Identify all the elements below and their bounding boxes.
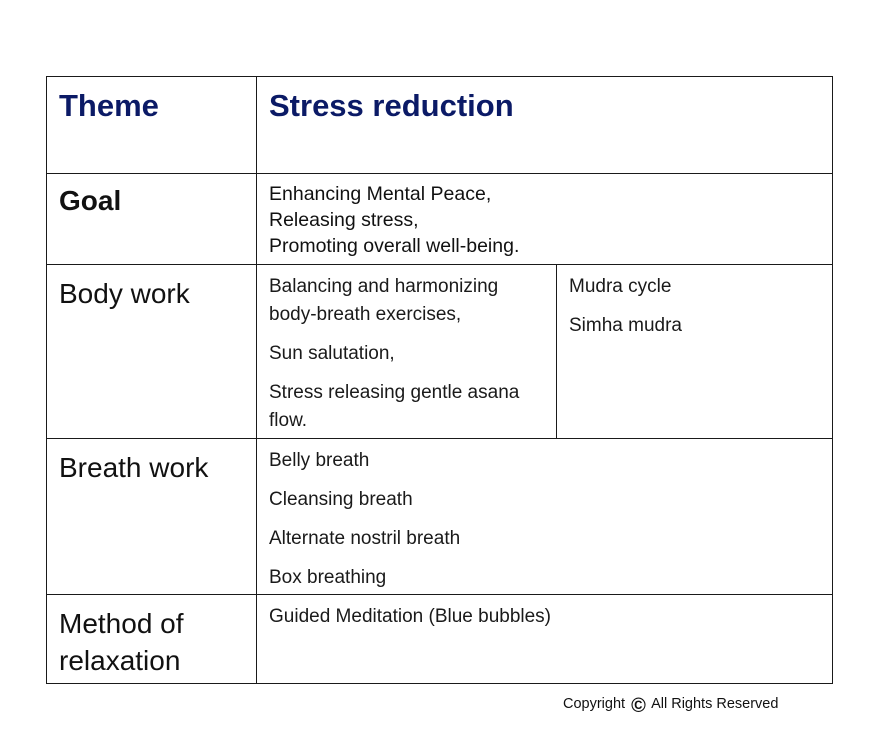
list-item: Alternate nostril breath bbox=[269, 528, 461, 549]
list-item: Stress releasing gentle asana flow. bbox=[269, 382, 520, 431]
relaxation-label-line: relaxation bbox=[59, 645, 181, 676]
goal-line: Promoting overall well-being. bbox=[269, 235, 520, 257]
list-item: Simha mudra bbox=[569, 315, 682, 336]
theme-label: Theme bbox=[59, 88, 159, 123]
goal-row bbox=[47, 174, 833, 265]
mudra-list bbox=[557, 265, 832, 340]
list-item: Belly breath bbox=[269, 450, 370, 471]
theme-value: Stress reduction bbox=[269, 88, 514, 123]
goal-label: Goal bbox=[59, 185, 122, 216]
theme-row bbox=[47, 77, 833, 174]
relaxation-row bbox=[47, 595, 833, 684]
rights-reserved-text: All Rights Reserved bbox=[651, 696, 779, 712]
session-plan-table bbox=[46, 76, 833, 684]
goal-text bbox=[257, 174, 832, 259]
body-work-label-cell bbox=[47, 265, 257, 439]
goal-label-cell bbox=[47, 174, 257, 265]
theme-label-cell bbox=[47, 77, 257, 174]
relaxation-label bbox=[47, 595, 256, 679]
goal-line: Enhancing Mental Peace, bbox=[269, 183, 492, 205]
copyright-notice bbox=[563, 695, 778, 718]
breath-work-label: Breath work bbox=[59, 452, 209, 483]
breath-work-items-cell bbox=[257, 439, 833, 595]
body-work-list bbox=[257, 265, 556, 435]
list-item: Box breathing bbox=[269, 567, 387, 588]
theme-value-cell bbox=[257, 77, 833, 174]
list-item: Sun salutation, bbox=[269, 343, 395, 364]
body-work-row bbox=[47, 265, 833, 439]
body-work-items-cell bbox=[257, 265, 557, 439]
list-item: Balancing and harmonizing body-breath exercises, bbox=[269, 276, 499, 325]
relaxation-label-cell bbox=[47, 595, 257, 684]
goal-value-cell bbox=[257, 174, 833, 265]
breath-work-list bbox=[257, 439, 832, 592]
copyright-icon: © bbox=[631, 695, 646, 717]
relaxation-items-cell bbox=[257, 595, 833, 684]
list-item: Guided Meditation (Blue bubbles) bbox=[269, 606, 552, 627]
body-work-label: Body work bbox=[59, 278, 190, 309]
relaxation-list bbox=[257, 595, 832, 631]
copyright-label: Copyright bbox=[563, 696, 626, 712]
list-item: Mudra cycle bbox=[569, 276, 672, 297]
relaxation-label-line: Method of bbox=[59, 608, 184, 639]
goal-line: Releasing stress, bbox=[269, 209, 419, 231]
mudra-cell bbox=[557, 265, 833, 439]
breath-work-label-cell bbox=[47, 439, 257, 595]
list-item: Cleansing breath bbox=[269, 489, 413, 510]
breath-work-row bbox=[47, 439, 833, 595]
